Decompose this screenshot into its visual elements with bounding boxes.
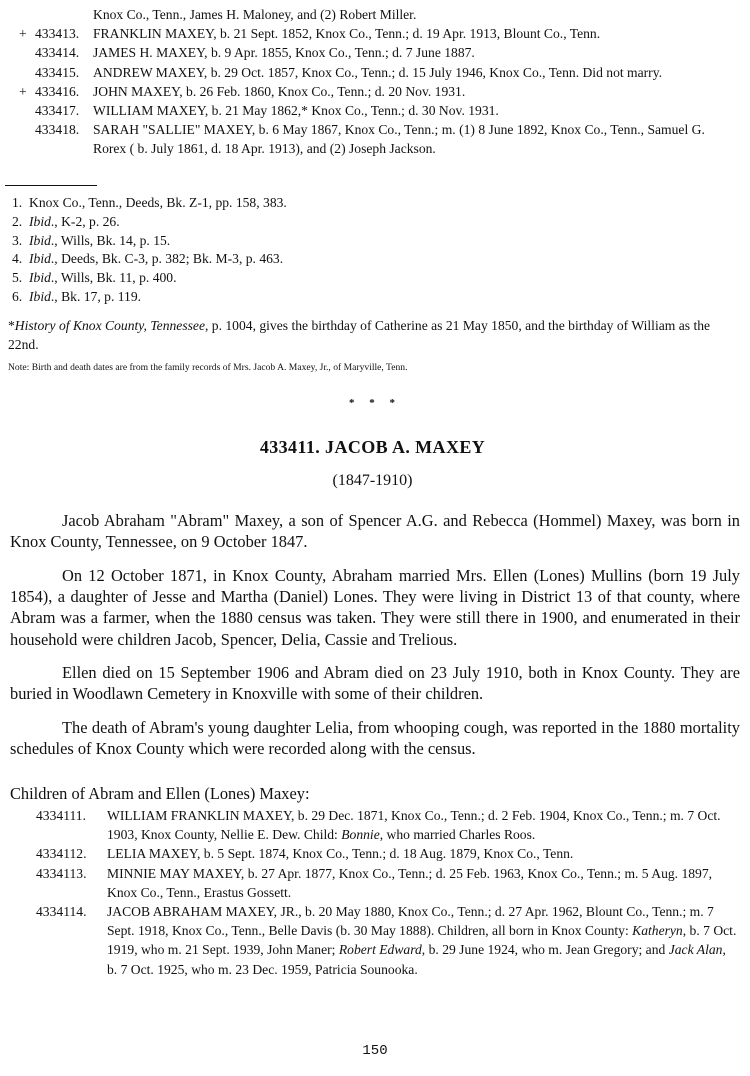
records-note: Note: Birth and death dates are from the family records of Mrs. Jacob A. Maxey, Jr., of Maryville, Tenn. xyxy=(8,362,408,373)
child-text-part: , who married Charles Roos. xyxy=(379,827,536,843)
child-text xyxy=(107,846,573,861)
footnote-number: 2. xyxy=(12,213,23,229)
entry-number: 433417. xyxy=(35,103,80,119)
child-text xyxy=(107,808,721,842)
page-number: 150 xyxy=(362,1043,388,1059)
footnote-text: ., Wills, Bk. 11, p. 400. xyxy=(50,270,177,286)
child-name-italic: Bonnie xyxy=(341,827,380,843)
family-entry xyxy=(0,63,750,82)
footnote-ibid: Ibid xyxy=(29,251,51,267)
child-entry xyxy=(10,902,740,979)
footnote-number: 1. xyxy=(12,195,23,210)
family-entry xyxy=(0,24,750,43)
source-note-text: , p. 1004, gives the birthday of Catherine as 21 May 1850, and the birthday of William as the 22nd. xyxy=(8,318,711,352)
biography-paragraph: Jacob Abraham "Abram" Maxey, a son of Spencer A.G. and Rebecca (Hommel) Maxey, was born in Knox County, Tennessee, on 9 October 1847. xyxy=(10,511,740,552)
child-name-italic: Robert Edward xyxy=(338,942,422,958)
child-number: 4334111. xyxy=(36,808,86,823)
child-text-part: , b. 7 Oct. 1919, who m. 21 Sept. 1939, John Maner; xyxy=(107,923,737,958)
source-note-book-title: History of Knox County, Tennessee xyxy=(14,318,205,333)
biography-text xyxy=(10,510,740,772)
biography-paragraph: Ellen died on 15 September 1906 and Abram died on 23 July 1910, both in Knox County. They are buried in Woodlawn Cemetery in Knoxville with some of their children. xyxy=(10,663,740,704)
child-name-italic: Katheryn xyxy=(632,923,683,939)
footnote-list xyxy=(12,194,742,307)
entry-number: 433418. xyxy=(35,122,80,138)
footnote xyxy=(12,250,742,269)
section-separator: * * * xyxy=(349,397,401,409)
child-text-part: MINNIE MAY MAXEY, b. 27 Apr. 1877, Knox Co., Tenn.; d. 25 Feb. 1963, Knox Co., Tenn.; m. 5 Aug. 1897, Knox Co., Tenn., Erastus Gossett. xyxy=(107,865,713,900)
footnote xyxy=(12,269,742,288)
child-entry xyxy=(10,806,740,844)
footnote-ibid: Ibid xyxy=(29,232,51,248)
entry-number: 433415. xyxy=(35,64,80,80)
footnote-text: ., Bk. 17, p. 119. xyxy=(50,288,142,304)
footnote-text: ., Deeds, Bk. C-3, p. 382; Bk. M-3, p. 463. xyxy=(50,251,284,267)
entry-text: JOHN MAXEY, b. 26 Feb. 1860, Knox Co., Tenn.; d. 20 Nov. 1931. xyxy=(93,83,466,99)
footnote-text: ., K-2, p. 26. xyxy=(50,213,120,229)
footnote xyxy=(12,194,742,213)
child-name-italic: Jack Alan xyxy=(668,942,723,958)
footnote-ibid: Ibid xyxy=(29,213,51,229)
entry-number: 433416. xyxy=(35,83,80,99)
family-entry xyxy=(0,43,750,62)
footnote-number: 3. xyxy=(12,232,23,248)
family-entries-continued xyxy=(0,5,750,159)
footnote xyxy=(12,232,742,251)
footnote-text: Knox Co., Tenn., Deeds, Bk. Z-1, pp. 158, 383. xyxy=(29,195,287,210)
family-entry xyxy=(0,101,750,120)
family-entry xyxy=(0,120,750,158)
child-number: 4334113. xyxy=(36,865,87,881)
child-entry xyxy=(10,864,740,902)
child-text xyxy=(107,904,736,977)
children-section xyxy=(10,783,740,979)
section-heading: 433411. JACOB A. MAXEY xyxy=(259,437,486,457)
child-text-part: LELIA MAXEY, b. 5 Sept. 1874, Knox Co., Tenn.; d. 18 Aug. 1879, Knox Co., Tenn. xyxy=(107,846,574,862)
section-lifespan: (1847-1910) xyxy=(332,472,413,489)
footnote xyxy=(12,288,742,307)
child-text-part: , b. 29 June 1924, who m. Jean Gregory; and xyxy=(421,942,669,958)
footnote-number: 6. xyxy=(12,288,23,304)
children-list xyxy=(10,806,740,979)
children-intro: Children of Abram and Ellen (Lones) Maxey: xyxy=(10,784,310,803)
biography-paragraph: The death of Abram's young daughter Lelia, from whooping cough, was reported in the 1880 mortality schedules of Knox County which were recorded along with the census. xyxy=(10,718,740,759)
footnote-ibid: Ibid xyxy=(29,270,51,286)
family-entry-list xyxy=(0,24,750,158)
descendant-marker: + xyxy=(19,83,27,99)
source-note xyxy=(8,316,743,354)
child-text-part: WILLIAM FRANKLIN MAXEY, b. 29 Dec. 1871, Knox Co., Tenn.; d. 2 Feb. 1904, Knox Co., Tenn.; m. 7 Oct. 1903, Knox County, Nellie E. Dew. Child: xyxy=(107,808,721,843)
child-number: 4334112. xyxy=(36,846,87,862)
entry-text: WILLIAM MAXEY, b. 21 May 1862,* Knox Co., Tenn.; d. 30 Nov. 1931. xyxy=(93,103,499,119)
source-note-star: * xyxy=(8,318,15,333)
descendant-marker: + xyxy=(19,26,27,42)
entry-number: 433413. xyxy=(35,26,80,42)
entry-number: 433414. xyxy=(35,45,80,61)
entry-text: JAMES H. MAXEY, b. 9 Apr. 1855, Knox Co., Tenn.; d. 7 June 1887. xyxy=(93,45,475,61)
footnote xyxy=(12,213,742,232)
entry-text: SARAH "SALLIE" MAXEY, b. 6 May 1867, Knox Co., Tenn.; m. (1) 8 June 1892, Knox Co., Tenn., Samuel G. Rorex ( b. July 1861, d. 18 Apr. 1913), and (2) Joseph Jackson. xyxy=(93,122,705,157)
child-text-part: JACOB ABRAHAM MAXEY, JR., b. 20 May 1880, Knox Co., Tenn.; d. 27 Apr. 1962, Blount Co., Tenn.; m. 7 Sept. 1918, Knox Co., Tenn., Belle Davis (b. 30 May 1888). Children, all born in Knox County: xyxy=(107,904,714,939)
footnote-number: 5. xyxy=(12,270,23,286)
footnote-text: ., Wills, Bk. 14, p. 15. xyxy=(50,232,171,248)
entry-text: FRANKLIN MAXEY, b. 21 Sept. 1852, Knox Co., Tenn.; d. 19 Apr. 1913, Blount Co., Tenn. xyxy=(93,26,601,42)
footnote-ibid: Ibid xyxy=(29,288,51,304)
child-entry xyxy=(10,844,740,863)
child-text xyxy=(107,866,712,900)
child-number: 4334114. xyxy=(36,904,87,920)
family-entry xyxy=(0,82,750,101)
biography-paragraph: On 12 October 1871, in Knox County, Abraham married Mrs. Ellen (Lones) Mullins (born 19 July 1854), a daughter of Jesse and Martha (Daniel) Lones. They were living in District 13 of that county, where Abram was a farmer, when the 1880 census was taken. They were still there in 1900, and enumerated in their household were children Jacob, Spencer, Delia, Cassie and Trelious. xyxy=(10,565,740,649)
entry-continuation-line: Knox Co., Tenn., James H. Maloney, and (2) Robert Miller. xyxy=(93,7,417,22)
entry-text: ANDREW MAXEY, b. 29 Oct. 1857, Knox Co., Tenn.; d. 15 July 1946, Knox Co., Tenn. Did not marry. xyxy=(93,64,663,80)
footnote-number: 4. xyxy=(12,251,23,267)
footnote-rule xyxy=(5,185,97,186)
child-text-part: , b. 7 Oct. 1925, who m. 23 Dec. 1959, Patricia Sounooka. xyxy=(107,942,726,977)
